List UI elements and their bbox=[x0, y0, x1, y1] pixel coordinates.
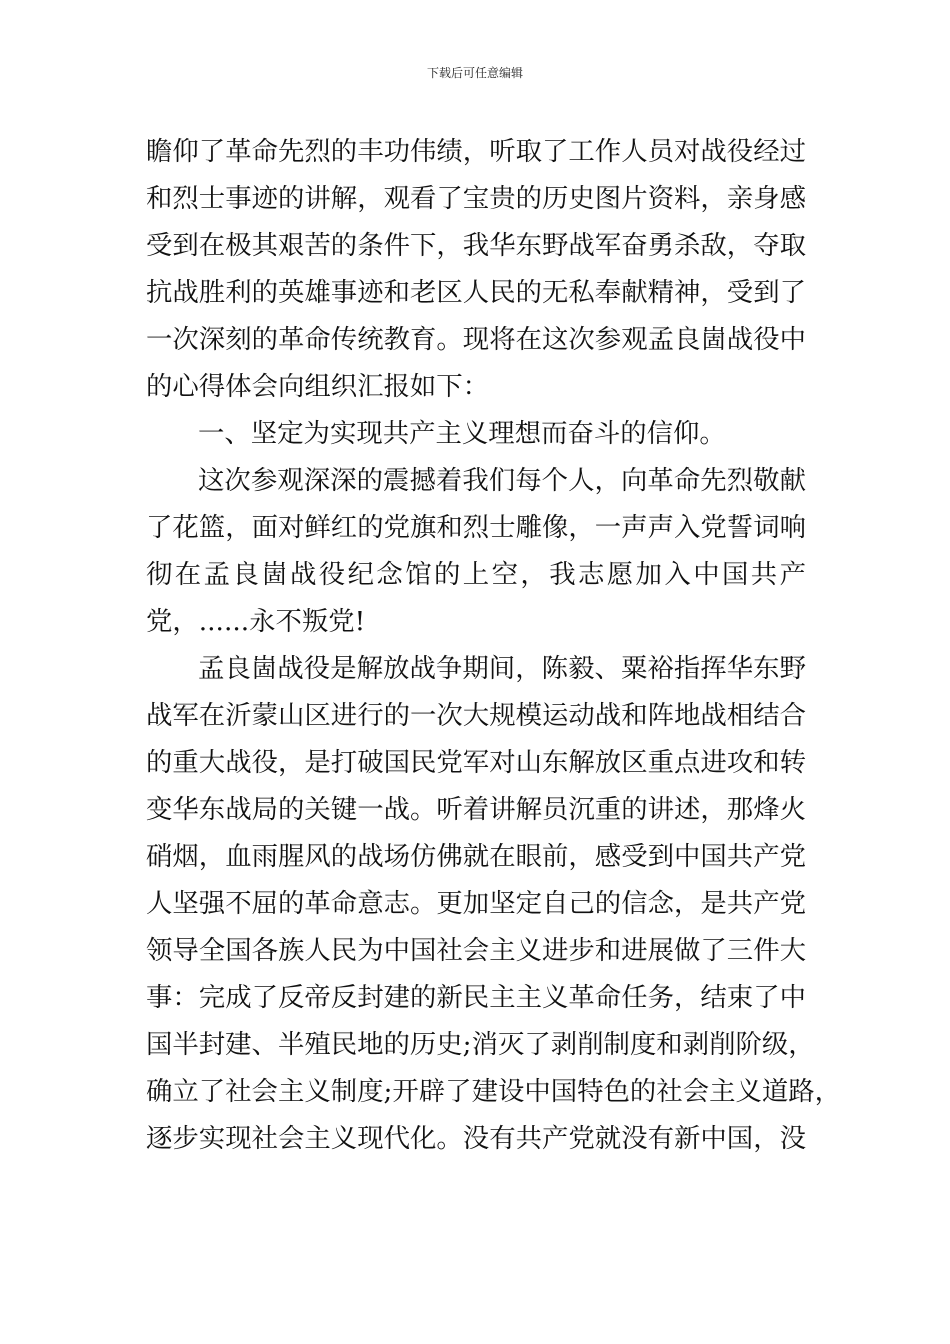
text-line: 战军在沂蒙山区进行的一次大规模运动战和阵地战相结合 bbox=[146, 700, 806, 731]
text-line: 瞻仰了革命先烈的丰功伟绩，听取了工作人员对战役经过 bbox=[146, 136, 806, 167]
text-line: 抗战胜利的英雄事迹和老区人民的无私奉献精神，受到了 bbox=[146, 277, 806, 308]
section-heading: 一、坚定为实现共产主义理想而奋斗的信仰。 bbox=[198, 418, 726, 449]
text-line: 受到在极其艰苦的条件下，我华东野战军奋勇杀敌，夺取 bbox=[146, 230, 806, 261]
page-header: 下载后可任意编辑 bbox=[426, 66, 523, 80]
text-line: 领导全国各族人民为中国社会主义进步和进展做了三件大 bbox=[146, 935, 806, 966]
text-line: 事：完成了反帝反封建的新民主主义革命任务，结束了中 bbox=[146, 982, 806, 1013]
text-line: 硝烟，血雨腥风的战场仿佛就在眼前，感受到中国共产党 bbox=[146, 841, 806, 872]
text-line: 的重大战役，是打破国民党军对山东解放区重点进攻和转 bbox=[146, 747, 806, 778]
text-line: 确立了社会主义制度;开辟了建设中国特色的社会主义道路， bbox=[146, 1076, 842, 1107]
text-line: 的心得体会向组织汇报如下： bbox=[146, 371, 490, 402]
text-line: 彻在孟良崮战役纪念馆的上空，我志愿加入中国共产 bbox=[146, 559, 806, 590]
text-line: 孟良崮战役是解放战争期间，陈毅、粟裕指挥华东野 bbox=[198, 653, 806, 684]
document-body bbox=[146, 128, 842, 1162]
text-line: 逐步实现社会主义现代化。没有共产党就没有新中国，没 bbox=[146, 1123, 806, 1154]
text-line: 党，......永不叛党! bbox=[146, 606, 366, 637]
text-line: 一次深刻的革命传统教育。现将在这次参观孟良崮战役中 bbox=[146, 324, 806, 355]
text-line: 变华东战局的关键一战。听着讲解员沉重的讲述，那烽火 bbox=[146, 794, 806, 825]
text-line: 人坚强不屈的革命意志。更加坚定自己的信念，是共产党 bbox=[146, 888, 806, 919]
text-line: 了花篮，面对鲜红的党旗和烈士雕像，一声声入党誓词响 bbox=[146, 512, 806, 543]
text-line: 国半封建、半殖民地的历史;消灭了剥削制度和剥削阶级， bbox=[146, 1029, 815, 1060]
text-line: 这次参观深深的震撼着我们每个人，向革命先烈敬献 bbox=[198, 465, 806, 496]
text-line: 和烈士事迹的讲解，观看了宝贵的历史图片资料，亲身感 bbox=[146, 183, 806, 214]
